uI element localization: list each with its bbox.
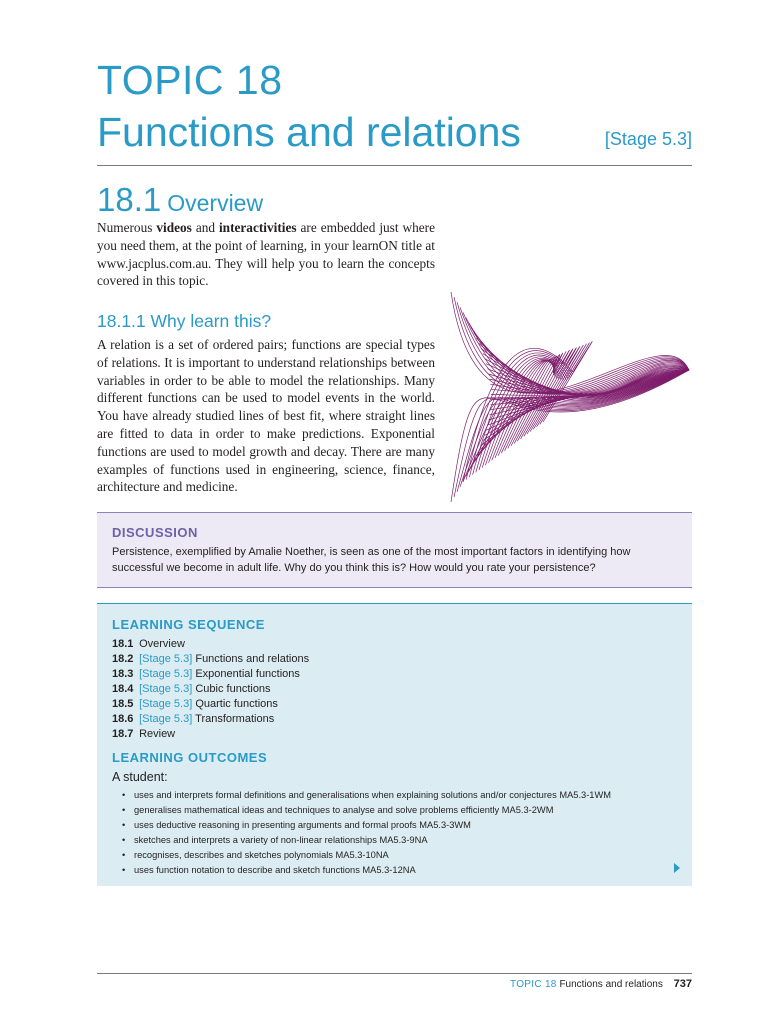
- page-number: 737: [673, 978, 692, 990]
- outcome-item: • generalises mathematical ideas and techniques to analyse and solve problems efficiently MA5.3-2WM: [122, 805, 554, 815]
- figure-curve: [454, 370, 689, 497]
- outcome-item: • uses function notation to describe and sketch functions MA5.3-12NA: [122, 865, 416, 875]
- page-footer: [510, 978, 692, 990]
- sequence-item[interactable]: 18.4 [Stage 5.3] Cubic functions: [112, 683, 271, 695]
- learning-outcomes-heading: LEARNING OUTCOMES: [112, 750, 268, 765]
- sequence-item[interactable]: 18.7 Review: [112, 728, 176, 740]
- discussion-box: [97, 512, 692, 588]
- learning-sequence-heading: LEARNING SEQUENCE: [112, 617, 265, 632]
- outcome-item: • sketches and interprets a variety of non-linear relationships MA5.3-9NA: [122, 835, 428, 845]
- interactivities-term: interactivities: [218, 220, 297, 235]
- footer-title: Functions and relations: [559, 979, 663, 990]
- section-number: 18.1: [97, 181, 162, 218]
- discussion-text: Persistence, exemplified by Amalie Noether, is seen as one of the most important factors in identifying how successful we become in adult life. Why do you think this is? How would you rate your persistence?: [112, 546, 631, 574]
- subsection-heading: 18.1.1 Why learn this?: [97, 311, 272, 331]
- header-rule: [97, 165, 692, 166]
- outcome-item: • uses deductive reasoning in presenting arguments and formal proofs MA5.3-3WM: [122, 820, 471, 830]
- sequence-item[interactable]: 18.5 [Stage 5.3] Quartic functions: [112, 698, 278, 710]
- footer-topic: TOPIC 18: [509, 979, 557, 990]
- outcome-item: • uses and interprets formal definitions and generalisations when explaining solutions and/or conjectures MA5.3-1WM: [122, 790, 611, 800]
- outcome-item: • recognises, describes and sketches polynomials MA5.3-10NA: [122, 850, 389, 860]
- learning-box: [97, 603, 692, 886]
- outcomes-list: [122, 788, 611, 878]
- sequence-item[interactable]: 18.6 [Stage 5.3] Transformations: [112, 713, 275, 725]
- overview-paragraph: Numerous videos and interactivities are embedded just where you need them, at the point of learning, in your learnON title at www.jacplus.com.au. They will help you to learn the concepts covered in this topic.: [97, 220, 435, 289]
- topic-title: Functions and relations: [97, 109, 521, 155]
- string-art-figure: [443, 282, 693, 512]
- section-title: Overview: [167, 190, 264, 216]
- videos-term: videos: [156, 220, 192, 235]
- sequence-item[interactable]: 18.2 [Stage 5.3] Functions and relations: [112, 653, 310, 665]
- sequence-item[interactable]: 18.3 [Stage 5.3] Exponential functions: [112, 668, 300, 680]
- topic-label: TOPIC 18: [97, 57, 283, 103]
- discussion-heading: DISCUSSION: [112, 525, 198, 540]
- sequence-item[interactable]: 18.1 Overview: [112, 638, 185, 650]
- learning-sequence-list: [112, 637, 309, 742]
- footer-rule: [97, 973, 692, 974]
- outcomes-intro: A student:: [112, 770, 168, 784]
- stage-tag: [Stage 5.3]: [604, 129, 692, 149]
- section-heading: [97, 181, 263, 219]
- why-paragraph: A relation is a set of ordered pairs; functions are special types of relations. It is important to understand relationships between variables in order to be able to model the relationships. Many different functions can be used to model events in the world. You have already studied lines of best fit, where straight lines are fitted to data in order to make predictions. Exponential functions are used to model growth and decay. There are many examples of functions used in engineering, science, finance, architecture and medicine.: [97, 337, 435, 495]
- next-arrow-icon[interactable]: [674, 863, 680, 873]
